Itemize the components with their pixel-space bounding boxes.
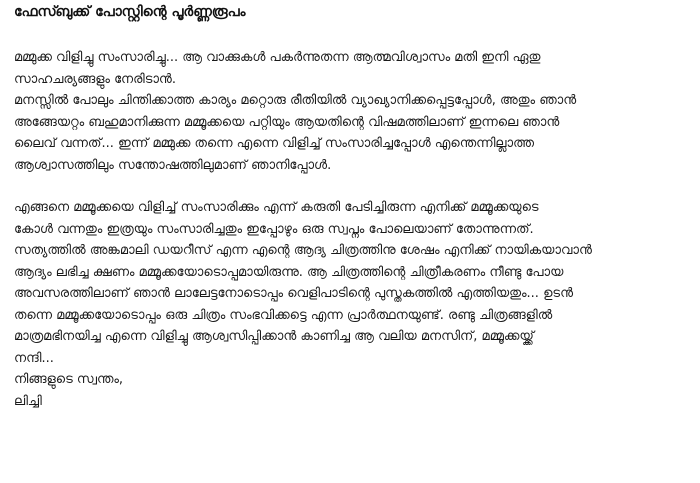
paragraph-1 (14, 47, 686, 176)
paragraph-line: സത്യത്തിൽ അങ്കമാലി ഡയറീസ് എന്ന എന്റെ ആദ്യ ചിത്രത്തിനു ശേഷം എനിക്ക് നായികയാവാൻ (14, 243, 592, 258)
signature-name: ലിച്ചി (14, 393, 42, 409)
paragraph-line: മമ്മുക്ക വിളിച്ചു സംസാരിച്ചു... ആ വാക്കുകൾ പകർന്നുതന്ന ആത്മവിശ്വാസം മതി ഇനി ഏതു (14, 50, 541, 65)
paragraph-line: ആശ്വാസത്തിലും സന്തോഷത്തിലുമാണ് ഞാനിപ്പോൾ. (14, 157, 332, 173)
paragraph-line: ലൈവ് വന്നത്... ഇന്ന് മമ്മുക്ക തന്നെ എന്നെ വിളിച്ച് സംസാരിച്ചപ്പോൾ എന്തെന്നില്ലാത്ത (14, 136, 534, 151)
paragraph-line: സാഹചര്യങ്ങളും നേരിടാൻ. (14, 71, 176, 87)
paragraph-line: തന്നെ മമ്മൂക്കയോടൊപ്പം ഒരു ചിത്രം സംഭവിക്കട്ടെ എന്ന പ്രാർത്ഥനയുണ്ട്. രണ്ടു ചിത്രങ്ങളിൽ (14, 307, 553, 323)
paragraph-line: മനസ്സിൽ പോലും ചിന്തിക്കാത്ത കാര്യം മറ്റൊരു രീതിയിൽ വ്യാഖ്യാനിക്കപ്പെട്ടപ്പോൾ, അതും ഞാൻ (14, 93, 577, 108)
paragraph-line: കോൾ വന്നതും ഇത്രയും സംസാരിച്ചതും ഇപ്പോഴും ഒരു സ്വപ്നം പോലെയാണ് തോന്നുന്നത്. (14, 221, 534, 237)
signoff-line: നിങ്ങളുടെ സ്വന്തം, (14, 372, 124, 387)
thanks-line: നന്ദി... (14, 350, 54, 366)
paragraph-line: അങ്ങേയറ്റം ബഹുമാനിക്കുന്ന മമ്മൂക്കയെ പറ്റിയും ആയതിന്റെ വിഷമത്തിലാണ് ഇന്നലെ ഞാൻ (14, 114, 560, 130)
paragraph-2 (14, 197, 686, 412)
paragraph-line: എങ്ങനെ മമ്മൂക്കയെ വിളിച്ച് സംസാരിക്കും എന്ന് കരുതി പേടിച്ചിരുന്ന എനിക്ക് മമ്മൂക്കയുടെ (14, 200, 539, 215)
paragraph-line: അവസരത്തിലാണ് ഞാൻ ലാലേട്ടനോടൊപ്പം വെളിപാടിന്റെ പുസ്തകത്തിൽ എത്തിയതും... ഉടൻ (14, 286, 574, 301)
post-heading: ഫേസ്ബുക്ക് പോസ്റ്റിന്റെ പൂർണ്ണരൂപം (14, 4, 246, 20)
paragraph-line: മാത്രമഭിനയിച്ച എന്നെ വിളിച്ചു ആശ്വസിപ്പിക്കാൻ കാണിച്ച ആ വലിയ മനസിന്, മമ്മൂക്കയ്ക്ക് (14, 329, 534, 344)
paragraph-line: ആദ്യം ലഭിച്ച ക്ഷണം മമ്മൂക്കയോടൊപ്പമായിരുന്നു. ആ ചിത്രത്തിന്റെ ചിത്രീകരണം നീണ്ടു പോയ (14, 264, 564, 280)
